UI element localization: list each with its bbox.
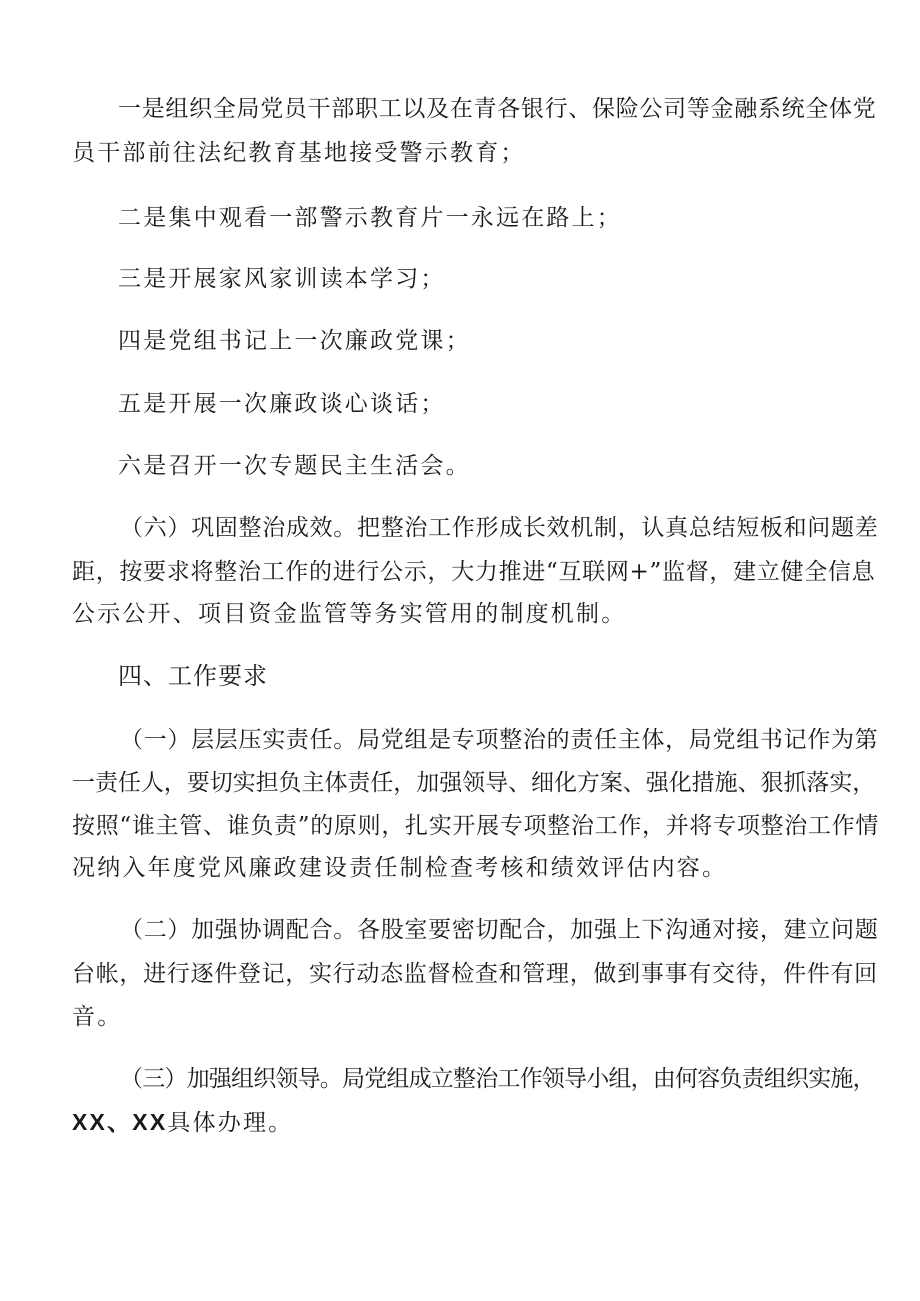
- paragraph-9-line-1: （二）加强协调配合。各股室要密切配合，加强上下沟通对接，建立问题: [120, 917, 879, 943]
- paragraph-10-line-1: （三）加强组织领导。局党组成立整治工作领导小组，由何容负责组织实施，: [120, 1066, 875, 1092]
- paragraph-4: 四是党组书记上一次廉政党课；: [118, 328, 471, 354]
- paragraph-8-line-2: 一责任人，要切实担负主体责任，加强领导、细化方案、强化措施、狠抓落实，: [72, 770, 876, 796]
- paragraph-1-line-1: 一是组织全局党员干部职工以及在青各银行、保险公司等金融系统全体党: [118, 96, 877, 122]
- paragraph-7-line-1: （六）巩固整治成效。把整治工作形成长效机制，认真总结短板和问题差: [120, 515, 879, 541]
- paragraph-9-line-3: 音。: [72, 1004, 123, 1030]
- paragraph-8-line-1: （一）层层压实责任。局党组是专项整治的责任主体，局党组书记作为第: [120, 727, 879, 753]
- paragraph-10-rest: 具体办理。: [167, 1110, 294, 1136]
- paragraph-2: 二是集中观看一部警示教育片一永远在路上；: [118, 205, 622, 231]
- section-heading: 四、工作要求: [118, 662, 268, 690]
- paragraph-9-line-2: 台帐，进行逐件登记，实行动态监督检查和管理，做到事事有交待，件件有回: [72, 961, 878, 987]
- paragraph-10-names: XX、XX: [72, 1109, 168, 1135]
- paragraph-1-line-2: 员干部前往法纪教育基地接受警示教育；: [72, 140, 526, 166]
- paragraph-6: 六是召开一次专题民主生活会。: [118, 453, 471, 479]
- paragraph-8-line-3: 按照“谁主管、谁负责”的原则，扎实开展专项整治工作，并将专项整治工作情: [72, 813, 880, 839]
- paragraph-7-line-3: 公示公开、项目资金监管等务实管用的制度机制。: [72, 601, 627, 627]
- paragraph-3: 三是开展家风家训读本学习；: [118, 266, 446, 292]
- paragraph-7-line-2: 距，按要求将整治工作的进行公示，大力推进“互联网+”监督，建立健全信息: [72, 559, 876, 585]
- paragraph-8-line-4: 况纳入年度党风廉政建设责任制检查考核和绩效评估内容。: [72, 855, 728, 881]
- paragraph-10-line-2: [72, 1108, 293, 1137]
- paragraph-5: 五是开展一次廉政谈心谈话；: [118, 391, 446, 417]
